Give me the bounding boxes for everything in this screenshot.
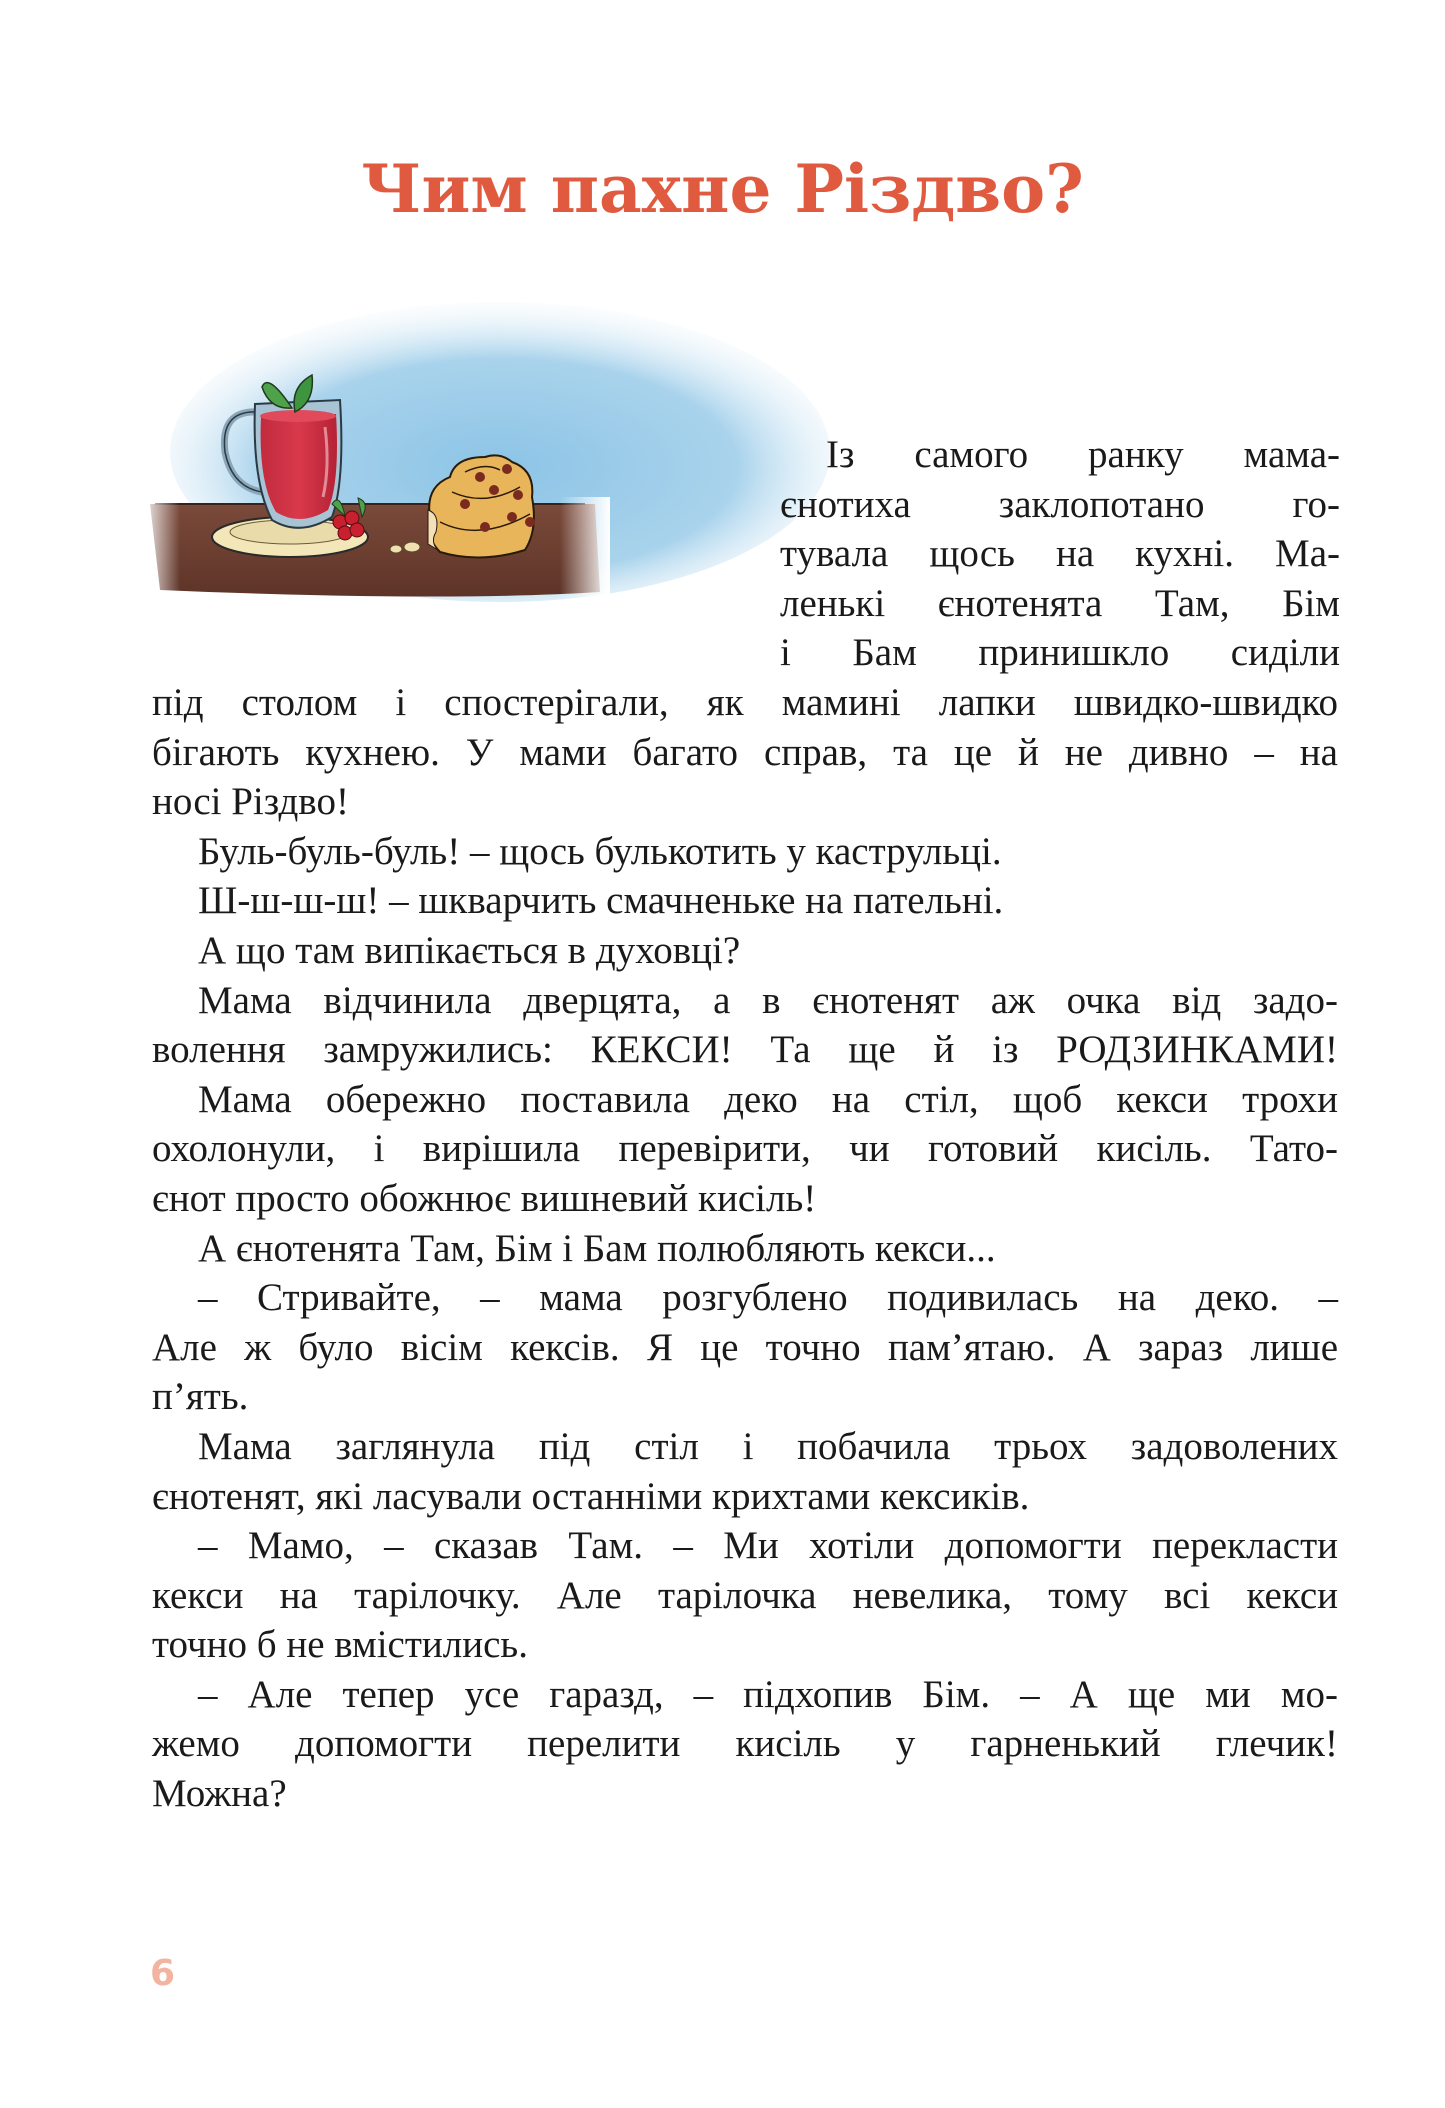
text-line: Але ж було вісім кексів. Я це точно пам’ятаю. А зараз лише <box>152 1325 1338 1369</box>
text-line: єнотиха заклопотано го- <box>780 482 1340 526</box>
text-line: точно б не вмістились. <box>152 1623 528 1667</box>
wrapped-paragraph <box>780 430 1340 678</box>
text-line: волення замружились: КЕКСИ! Та ще й із РОДЗИНКАМИ! <box>152 1028 1338 1072</box>
text-line: жемо допомогти перелити кисіль у гарненький глечик! <box>152 1722 1338 1766</box>
text-line: Мама відчинила дверцята, а в єнотенят аж очка від задо- <box>198 978 1338 1022</box>
text-line: і Бам принишкло сиділи <box>780 631 1340 675</box>
text-line: єнот просто обожнює вишневий кисіль! <box>152 1176 817 1220</box>
text-line: – Але тепер усе гаразд, – підхопив Бім. – А ще ми мо- <box>198 1672 1338 1716</box>
page-title: Чим пахне Різдво? <box>361 150 1084 228</box>
page-number: 6 <box>150 1953 176 1994</box>
tea-and-bun-illustration <box>140 292 840 622</box>
illustration-svg <box>140 292 840 622</box>
text-line: – Стривайте, – мама розгублено подивилась на деко. – <box>198 1276 1338 1320</box>
text-line: Із самого ранку мама- <box>826 433 1340 476</box>
text-line: під столом і спостерігали, як мамині лапки швидко-швидко <box>152 681 1338 724</box>
text-line: Мама заглянула під стіл і побачила трьох задоволених <box>198 1424 1338 1468</box>
text-line: А єнотенята Там, Бім і Бам полюбляють кекси... <box>198 1226 996 1270</box>
text-line: – Мамо, – сказав Там. – Ми хотіли допомогти перекласти <box>198 1524 1338 1568</box>
text-line: п’ять. <box>152 1375 249 1419</box>
text-line: єнотенят, які ласували останніми крихтами кексиків. <box>152 1474 1030 1518</box>
text-line: Ш-ш-ш-ш! – шкварчить смачненьке на пательні. <box>198 879 1004 923</box>
story-body <box>152 678 1338 1819</box>
text-line: А що там випікається в духовці? <box>198 928 741 972</box>
text-line: Буль-буль-буль! – щось булькотить у каструльці. <box>198 829 1002 873</box>
text-line: кекси на тарілочку. Але тарілочка невелика, тому всі кекси <box>152 1573 1338 1617</box>
text-line: носі Різдво! <box>152 780 349 824</box>
text-line: ленькі єнотенята Там, Бім <box>780 581 1340 625</box>
text-line: тувала щось на кухні. Ма- <box>780 532 1340 576</box>
text-line: охолонули, і вирішила перевірити, чи готовий кисіль. Тато- <box>152 1127 1338 1171</box>
text-line: Мама обережно поставила деко на стіл, щоб кекси трохи <box>198 1077 1338 1121</box>
text-line: Можна? <box>152 1772 287 1816</box>
text-line: бігають кухнею. У мами багато справ, та це й не дивно – на <box>152 730 1338 774</box>
